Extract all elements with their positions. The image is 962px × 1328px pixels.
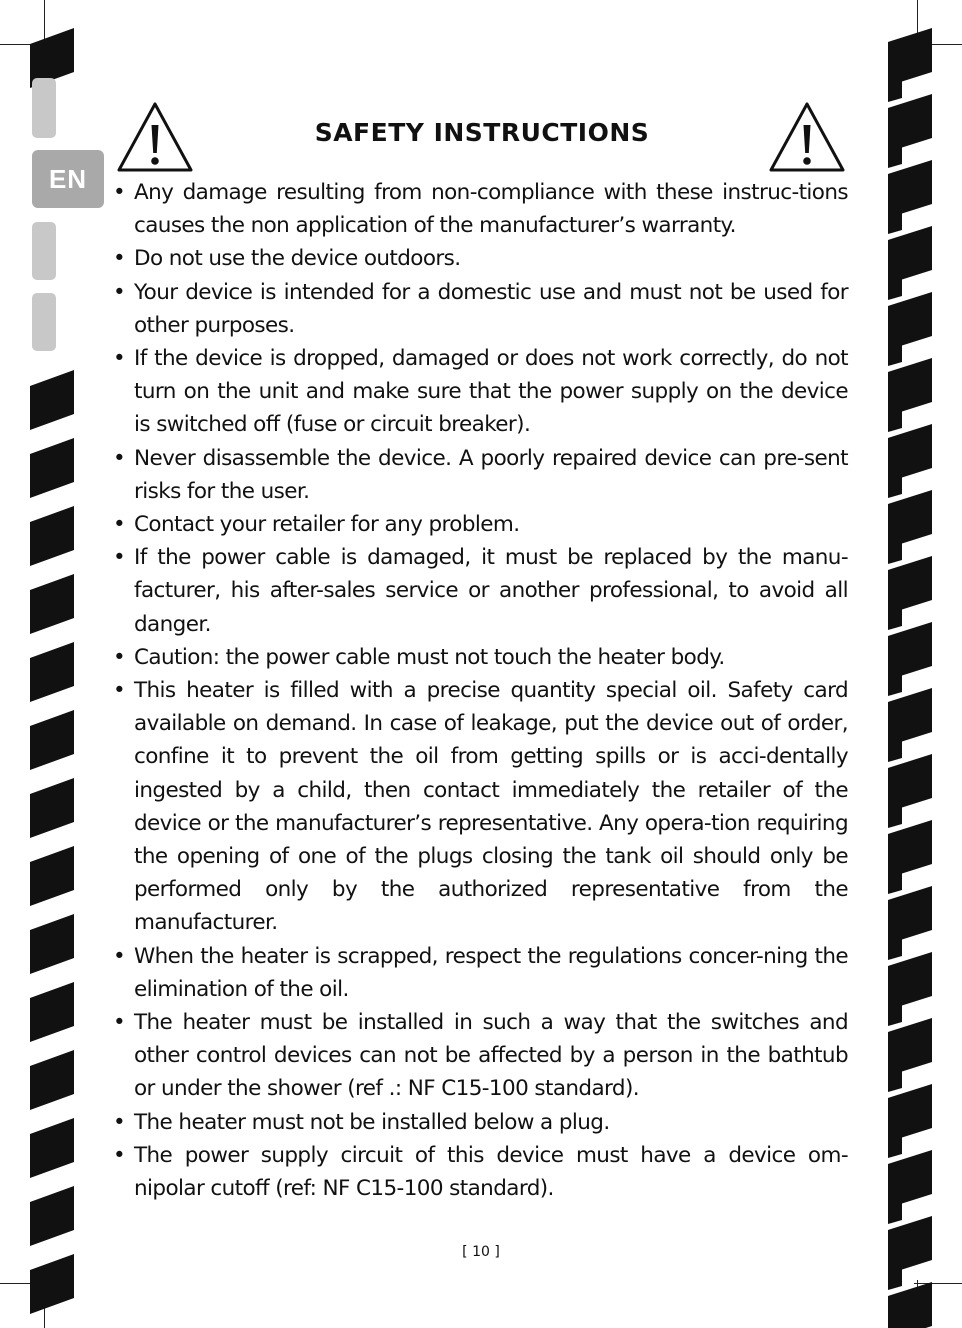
page-number: [ 10 ] <box>462 1244 500 1260</box>
list-item <box>110 641 848 674</box>
bullet: • <box>113 943 126 969</box>
bullet: • <box>113 678 126 704</box>
tab-marker <box>32 222 56 280</box>
bullet: • <box>113 644 126 670</box>
bullet: • <box>113 1142 126 1168</box>
list-item-text: Your device is intended for a domestic use and must not be used for other purposes. <box>134 279 848 338</box>
left-stripe <box>30 846 74 906</box>
list-item <box>110 674 848 940</box>
list-item <box>110 541 848 641</box>
bullet: • <box>113 1109 126 1135</box>
left-stripe <box>30 778 74 838</box>
right-stripe-notch <box>888 1120 902 1158</box>
right-stripe-notch <box>888 394 902 432</box>
bullet: • <box>113 246 126 272</box>
right-stripe-notch <box>888 790 902 828</box>
right-stripe-notch <box>888 64 902 102</box>
right-stripe-notch <box>888 328 902 366</box>
bullet: • <box>113 545 126 571</box>
right-stripe-notch <box>888 658 902 696</box>
list-item <box>110 1106 848 1139</box>
list-item <box>110 176 848 242</box>
list-item-text: Contact your retailer for any problem. <box>134 512 520 538</box>
left-stripe <box>30 1050 74 1110</box>
list-item <box>110 242 848 275</box>
left-stripe <box>30 370 74 430</box>
bullet: • <box>113 180 126 205</box>
warning-triangle-icon <box>768 101 846 173</box>
bullet: • <box>113 1010 126 1036</box>
right-stripe-notch <box>888 724 902 762</box>
right-stripe-notch <box>888 460 902 498</box>
bullet: • <box>113 512 126 538</box>
left-stripe <box>30 506 74 566</box>
left-stripe <box>30 982 74 1042</box>
left-stripe <box>30 438 74 498</box>
left-stripe <box>30 1254 74 1314</box>
list-item-text: If the device is dropped, damaged or does not work correctly, do not turn on the unit and make sure that the power supply on the device is switched off (fuse or circuit breaker). <box>134 346 848 438</box>
list-item-text: When the heater is scrapped, respect the regulations concer-ning the elimination of the oil. <box>134 943 848 1002</box>
left-stripe <box>30 642 74 702</box>
right-stripe-notch <box>888 1054 902 1092</box>
left-stripe <box>30 1118 74 1178</box>
bullet: • <box>113 445 126 471</box>
list-item-text: Any damage resulting from non-compliance with these instruc-tions causes the non application of the manufacturer’s warranty. <box>134 180 848 239</box>
list-item-text: The heater must not be installed below a plug. <box>134 1109 610 1135</box>
left-stripe <box>30 574 74 634</box>
list-item-text: Do not use the device outdoors. <box>134 246 461 272</box>
list-item-text: Never disassemble the device. A poorly repaired device can pre-sent risks for the user. <box>134 445 848 504</box>
list-item-text: If the power cable is damaged, it must be replaced by the manu-facturer, his after-sales service or another professional, to avoid all danger. <box>134 545 848 637</box>
safety-instructions-list <box>110 176 848 1205</box>
list-item-text: The heater must be installed in such a way that the switches and other control devices can not be affected by a person in the bathtub or under the shower (ref .: NF C15-100 standard). <box>134 1010 848 1102</box>
right-stripe-notch <box>888 592 902 630</box>
list-item <box>110 342 848 442</box>
list-item-text: Caution: the power cable must not touch the heater body. <box>134 644 725 670</box>
left-stripe <box>30 1186 74 1246</box>
right-stripe-notch <box>888 856 902 894</box>
right-stripe-notch <box>888 526 902 564</box>
right-stripe-notch <box>888 1186 902 1224</box>
left-stripe <box>30 710 74 770</box>
list-item <box>110 442 848 508</box>
bullet: • <box>113 346 126 372</box>
list-item <box>110 940 848 1006</box>
right-stripe-notch <box>888 922 902 960</box>
list-item <box>110 1006 848 1106</box>
list-item <box>110 276 848 342</box>
language-tab-en[interactable]: EN <box>32 150 104 208</box>
list-item-text: This heater is filled with a precise quantity special oil. Safety card available on demand. In case of leakage, put the device out of order, confine it to prevent the oil from getting spills or is acci-dentally ingested by a child, then contact immediately the retailer of the device or the manufacturer’s representative. Any opera-tion requiring the opening of one of the plugs closing the tank oil should only be performed only by the authorized representative from the manufacturer. <box>134 678 848 936</box>
list-item <box>110 1139 848 1205</box>
page-title: SAFETY INSTRUCTIONS <box>314 118 650 147</box>
left-stripe <box>30 914 74 974</box>
tab-marker <box>32 78 56 138</box>
warning-triangle-icon <box>116 101 194 173</box>
list-item <box>110 508 848 541</box>
list-item-text: The power supply circuit of this device must have a device om-nipolar cutoff (ref: NF C15-100 standard). <box>134 1142 848 1202</box>
tab-marker <box>32 293 56 351</box>
right-stripe-notch <box>888 130 902 168</box>
bullet: • <box>113 279 126 305</box>
right-stripe-notch <box>888 988 902 1026</box>
right-stripe-notch <box>888 196 902 234</box>
right-stripe-notch <box>888 262 902 300</box>
